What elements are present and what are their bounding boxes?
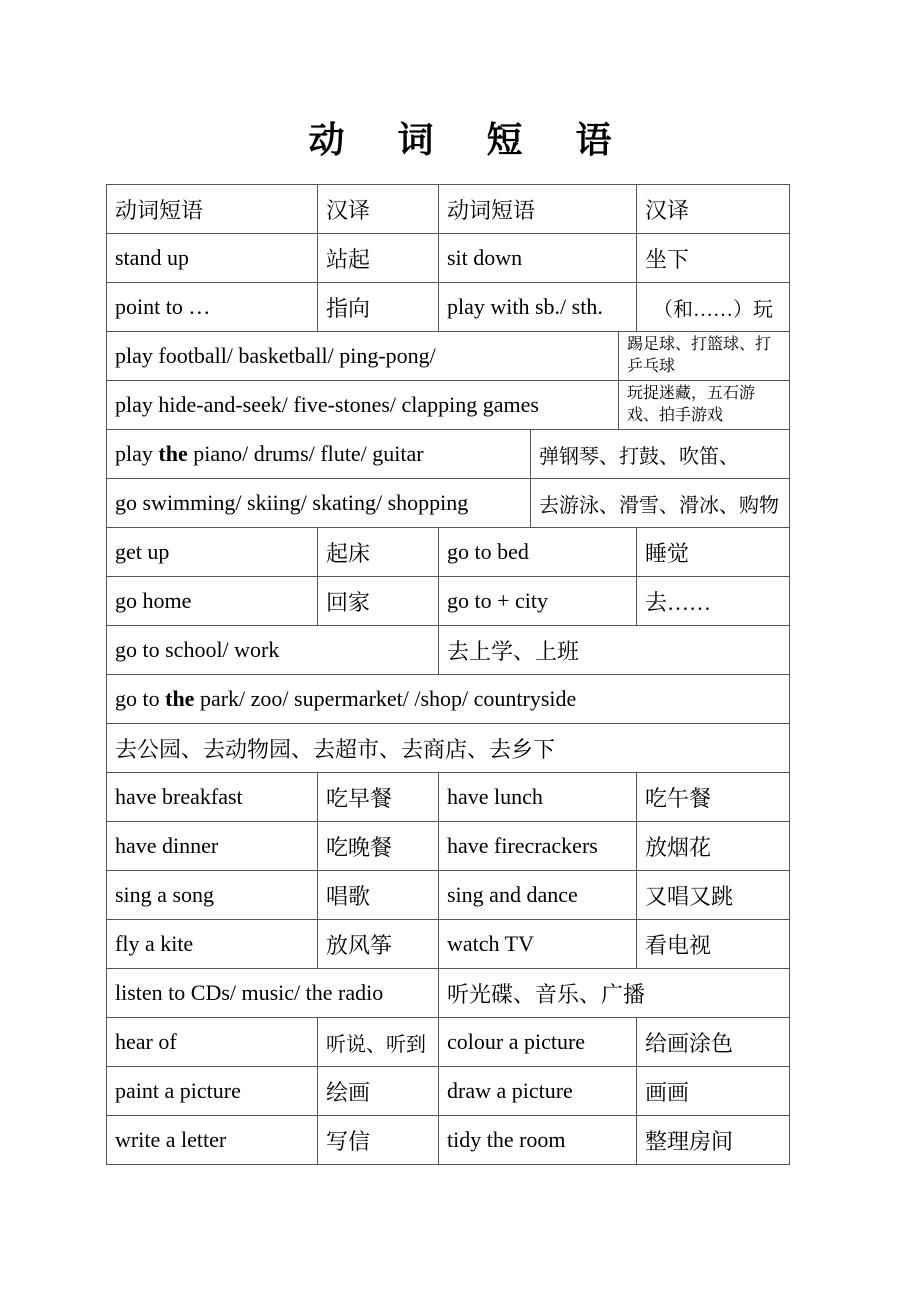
translation-cell: 吃午餐: [637, 773, 790, 822]
table-row: [107, 1067, 790, 1116]
table-row: [107, 528, 790, 577]
translation-cell: 画画: [637, 1067, 790, 1116]
phrase-text: play: [115, 441, 159, 466]
phrase-cell: [107, 430, 531, 479]
translation-cell: 放烟花: [637, 822, 790, 871]
table-row: [107, 479, 790, 528]
translation-cell: 踢足球、打篮球、打乒乓球: [619, 332, 790, 381]
phrase-cell: [107, 675, 790, 724]
table-row: [107, 1018, 790, 1067]
translation-cell: 写信: [318, 1116, 439, 1165]
translation-cell: （和……）玩: [637, 283, 790, 332]
verb-phrase-table: [106, 184, 790, 1165]
table-row: [107, 969, 790, 1018]
table-header-row: [107, 185, 790, 234]
translation-cell: 去上学、上班: [439, 626, 790, 675]
phrase-cell: fly a kite: [107, 920, 318, 969]
table-row: [107, 332, 790, 381]
phrase-cell: go to school/ work: [107, 626, 439, 675]
table-row: [107, 430, 790, 479]
translation-cell: 起床: [318, 528, 439, 577]
translation-cell: 指向: [318, 283, 439, 332]
translation-cell: 吃晚餐: [318, 822, 439, 871]
phrase-cell: have firecrackers: [439, 822, 637, 871]
phrase-text: go to: [115, 686, 166, 711]
phrase-cell: point to …: [107, 283, 318, 332]
phrase-cell: have lunch: [439, 773, 637, 822]
translation-cell: 去游泳、滑雪、滑冰、购物: [531, 479, 790, 528]
phrase-cell: 去公园、去动物园、去超市、去商店、去乡下: [107, 724, 790, 773]
phrase-cell: colour a picture: [439, 1018, 637, 1067]
phrase-cell: watch TV: [439, 920, 637, 969]
phrase-text: piano/ drums/ flute/ guitar: [187, 441, 424, 466]
table-row: [107, 1116, 790, 1165]
table-row: [107, 822, 790, 871]
table-row: [107, 626, 790, 675]
phrase-cell: tidy the room: [439, 1116, 637, 1165]
translation-cell: 听说、听到: [318, 1018, 439, 1067]
table-row: [107, 577, 790, 626]
table-row: [107, 234, 790, 283]
translation-cell: 唱歌: [318, 871, 439, 920]
phrase-text: park/ zoo/ supermarket/ /shop/ countryside: [194, 686, 577, 711]
page-title: 动 词 短 语: [308, 120, 634, 160]
translation-cell: 站起: [318, 234, 439, 283]
translation-cell: 回家: [318, 577, 439, 626]
header-cell: 汉译: [318, 185, 439, 234]
header-cell: 动词短语: [439, 185, 637, 234]
translation-cell: 给画涂色: [637, 1018, 790, 1067]
phrase-cell: hear of: [107, 1018, 318, 1067]
table-row: [107, 920, 790, 969]
phrase-cell: go home: [107, 577, 318, 626]
translation-cell: 绘画: [318, 1067, 439, 1116]
translation-cell: 坐下: [637, 234, 790, 283]
translation-cell: 放风筝: [318, 920, 439, 969]
phrase-cell: get up: [107, 528, 318, 577]
header-cell: 动词短语: [107, 185, 318, 234]
translation-cell: 弹钢琴、打鼓、吹笛、: [531, 430, 790, 479]
translation-cell: 听光碟、音乐、广播: [439, 969, 790, 1018]
phrase-cell: go to + city: [439, 577, 637, 626]
phrase-cell: go swimming/ skiing/ skating/ shopping: [107, 479, 531, 528]
header-cell: 汉译: [637, 185, 790, 234]
translation-cell: 玩捉迷藏，五石游戏、拍手游戏: [619, 381, 790, 430]
translation-cell: 吃早餐: [318, 773, 439, 822]
phrase-cell: sing and dance: [439, 871, 637, 920]
phrase-cell: have dinner: [107, 822, 318, 871]
phrase-cell: listen to CDs/ music/ the radio: [107, 969, 439, 1018]
translation-cell: 又唱又跳: [637, 871, 790, 920]
phrase-cell: have breakfast: [107, 773, 318, 822]
phrase-cell: play hide-and-seek/ five-stones/ clapping games: [107, 381, 619, 430]
table-row: [107, 724, 790, 773]
table-row: [107, 381, 790, 430]
phrase-text: the: [165, 686, 195, 711]
phrase-cell: play with sb./ sth.: [439, 283, 637, 332]
table-row: [107, 283, 790, 332]
phrase-cell: sit down: [439, 234, 637, 283]
phrase-cell: draw a picture: [439, 1067, 637, 1116]
table-row: [107, 773, 790, 822]
phrase-cell: stand up: [107, 234, 318, 283]
phrase-cell: sing a song: [107, 871, 318, 920]
translation-cell: 睡觉: [637, 528, 790, 577]
phrase-cell: paint a picture: [107, 1067, 318, 1116]
table-row: [107, 675, 790, 724]
phrase-text: the: [158, 441, 188, 466]
translation-cell: 看电视: [637, 920, 790, 969]
phrase-cell: play football/ basketball/ ping-pong/: [107, 332, 619, 381]
table-row: [107, 871, 790, 920]
translation-cell: 整理房间: [637, 1116, 790, 1165]
translation-cell: 去……: [637, 577, 790, 626]
phrase-cell: go to bed: [439, 528, 637, 577]
phrase-cell: write a letter: [107, 1116, 318, 1165]
